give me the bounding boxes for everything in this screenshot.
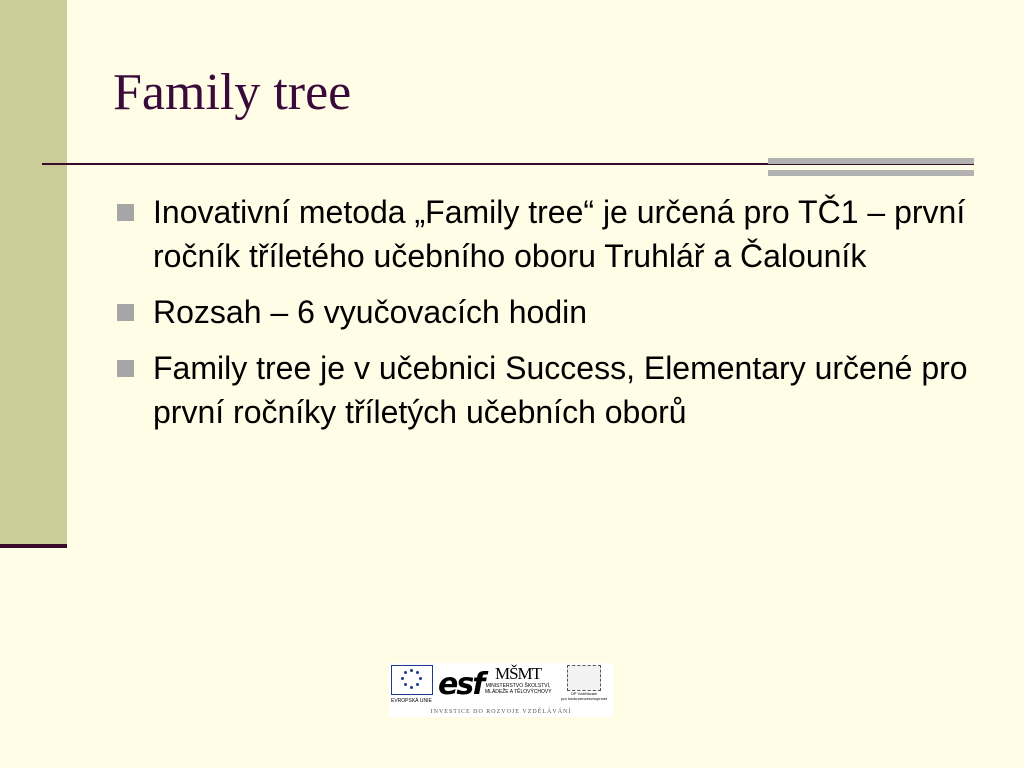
bullet-text: Rozsah – 6 vyučovacích hodin [153, 294, 588, 330]
msmt-caption: MLÁDEŽE A TĚLOVÝCHOVY [485, 689, 552, 695]
bullet-item [113, 346, 973, 434]
op-caption: pro konkurenceschopnost [561, 696, 607, 701]
op-caption: OP Vzdělávání [570, 691, 598, 696]
bullet-list [113, 190, 973, 446]
slide-title: Family tree [113, 64, 352, 121]
funding-logo-strip [389, 663, 613, 717]
left-accent-rule [0, 544, 67, 548]
msmt-caption: MINISTERSTVO ŠKOLSTVÍ, [485, 683, 551, 689]
msmt-mark: MŠMT [494, 664, 542, 683]
bullet-text: Inovativní metoda „Family tree“ je určená pro TČ1 – první ročník tříletého učebního oboru Truhlář a Čalouník [153, 194, 966, 274]
square-bullet-icon [117, 360, 134, 377]
left-accent-band [0, 0, 67, 544]
eu-flag-icon [391, 665, 433, 695]
bullet-item [113, 290, 973, 334]
esf-logo: esf [438, 667, 484, 702]
op-vk-icon [567, 665, 601, 691]
msmt-logo [485, 665, 551, 705]
funding-tagline: INVESTICE DO ROZVOJE VZDĚLÁVÁNÍ [430, 709, 572, 715]
square-bullet-icon [117, 204, 134, 221]
op-vk-logo [557, 665, 611, 705]
eu-caption: EVROPSKÁ UNIE [391, 698, 432, 704]
bullet-item [113, 190, 973, 278]
title-divider-bars [768, 158, 974, 176]
square-bullet-icon [117, 304, 134, 321]
eu-logo [391, 665, 435, 705]
bullet-text: Family tree je v učebnici Success, Elementary určené pro první ročníky tříletých učebních oborů [153, 350, 968, 430]
divider-bar [768, 170, 974, 176]
